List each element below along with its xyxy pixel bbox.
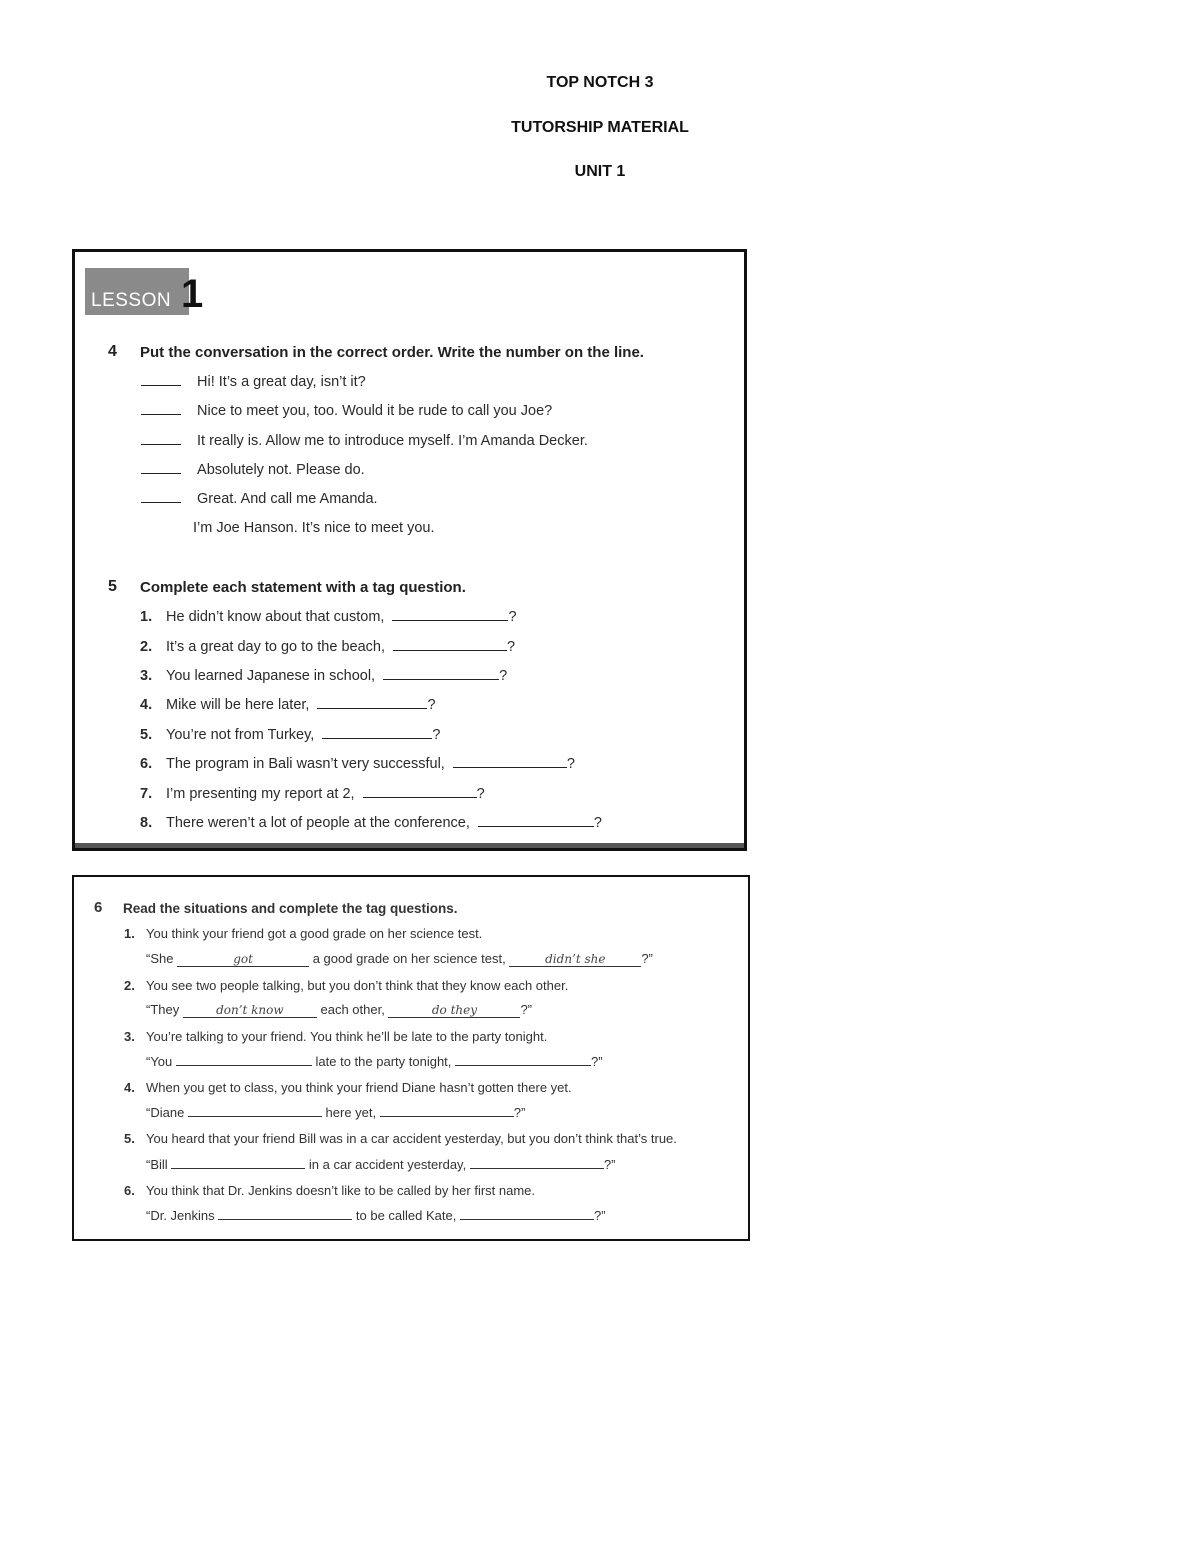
tag-question-item: 2. It’s a great day to go to the beach, ? <box>140 639 516 655</box>
answer-blank[interactable] <box>322 726 432 739</box>
exercise-6-number: 6 <box>94 899 103 916</box>
lesson-tab <box>85 268 204 316</box>
order-blank[interactable] <box>141 432 181 445</box>
order-blank[interactable] <box>141 402 181 415</box>
tag-question-line: “Dr. Jenkins to be called Kate, ?” <box>146 1208 606 1223</box>
situation-text: 3. You’re talking to your friend. You think he’ll be late to the party tonight. <box>124 1029 548 1044</box>
order-blank[interactable] <box>141 373 181 386</box>
answer-tag[interactable]: didn’t she <box>509 952 641 967</box>
tag-question-item: 4. Mike will be here later, ? <box>140 697 436 713</box>
exercise-4-number: 4 <box>108 343 117 360</box>
conversation-line: Nice to meet you, too. Would it be rude to call you Joe? <box>141 402 552 419</box>
answer-tag[interactable] <box>460 1219 594 1220</box>
tag-question-item: 6. The program in Bali wasn’t very successful, ? <box>140 756 575 772</box>
title-top-notch: TOP NOTCH 3 <box>546 74 654 91</box>
lesson-number: 1 <box>181 272 204 316</box>
tag-question-line: “You late to the party tonight, ?” <box>146 1054 603 1069</box>
answer-tag[interactable]: do they <box>388 1003 520 1018</box>
conversation-line: Hi! It’s a great day, isn’t it? <box>141 373 366 390</box>
tag-question-item: 5. You’re not from Turkey, ? <box>140 727 441 743</box>
answer-blank[interactable] <box>392 608 508 621</box>
tag-question-line: “Diane here yet, ?” <box>146 1105 526 1120</box>
tag-question-line: “Bill in a car accident yesterday, ?” <box>146 1157 616 1172</box>
answer-tag[interactable] <box>455 1065 591 1066</box>
situation-text: 6. You think that Dr. Jenkins doesn’t like to be called by her first name. <box>124 1183 536 1198</box>
title-tutorship-material: TUTORSHIP MATERIAL <box>511 119 689 136</box>
answer-blank[interactable] <box>393 638 507 651</box>
answer-blank[interactable] <box>363 785 477 798</box>
exercise-5-number: 5 <box>108 578 117 595</box>
tag-question-line: “She got a good grade on her science test, didn’t she ?” <box>146 951 653 966</box>
answer-blank[interactable] <box>478 814 594 827</box>
exercise-5-instruction: Complete each statement with a tag question. <box>140 579 466 596</box>
tag-question-item: 1. He didn’t know about that custom, ? <box>140 609 517 625</box>
title-unit: UNIT 1 <box>574 163 626 180</box>
order-blank[interactable] <box>141 490 181 503</box>
exercise-6-instruction: Read the situations and complete the tag questions. <box>123 901 458 916</box>
situation-text: 5. You heard that your friend Bill was in a car accident yesterday, but you don’t think that’s true. <box>124 1131 677 1146</box>
answer-verb[interactable]: don’t know <box>183 1003 317 1018</box>
conversation-line: It really is. Allow me to introduce myself. I’m Amanda Decker. <box>141 432 588 449</box>
lesson-label: LESSON <box>91 290 172 311</box>
answer-verb[interactable] <box>218 1219 352 1220</box>
answer-verb[interactable]: got <box>177 952 309 967</box>
answer-blank[interactable] <box>317 696 427 709</box>
situation-text: 1. You think your friend got a good grade on her science test. <box>124 926 483 941</box>
situation-text: 4. When you get to class, you think your friend Diane hasn’t gotten there yet. <box>124 1080 572 1095</box>
tag-question-item: 3. You learned Japanese in school, ? <box>140 668 508 684</box>
exercise-6-panel <box>72 875 750 1241</box>
tag-question-item: 8. There weren’t a lot of people at the conference, ? <box>140 815 602 831</box>
answer-blank[interactable] <box>383 667 499 680</box>
answer-tag[interactable] <box>380 1116 514 1117</box>
tag-question-item: 7. I’m presenting my report at 2, ? <box>140 786 485 802</box>
panel-bottom-bar <box>75 843 744 848</box>
answer-verb[interactable] <box>188 1116 322 1117</box>
situation-text: 2. You see two people talking, but you don’t think that they know each other. <box>124 978 569 993</box>
order-blank[interactable] <box>141 461 181 474</box>
answer-verb[interactable] <box>171 1168 305 1169</box>
conversation-line: I’m Joe Hanson. It’s nice to meet you. <box>193 520 435 536</box>
exercise-4-instruction: Put the conversation in the correct order. Write the number on the line. <box>140 344 644 361</box>
answer-tag[interactable] <box>470 1168 604 1169</box>
lesson-1-exercise-panel <box>72 249 747 851</box>
conversation-line: Great. And call me Amanda. <box>141 490 378 507</box>
conversation-line: Absolutely not. Please do. <box>141 461 365 478</box>
answer-blank[interactable] <box>453 755 567 768</box>
tag-question-line: “They don’t know each other, do they ?” <box>146 1002 532 1017</box>
answer-verb[interactable] <box>176 1065 312 1066</box>
